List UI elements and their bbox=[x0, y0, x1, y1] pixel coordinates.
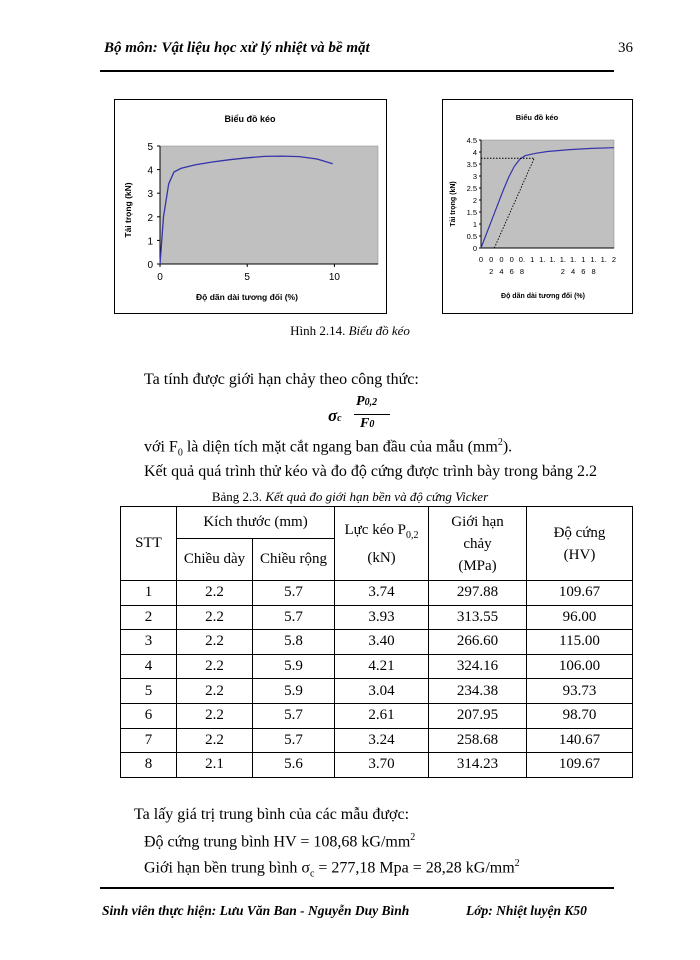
x-tick-label: 0 bbox=[509, 255, 514, 264]
results-table-body bbox=[121, 581, 633, 778]
x-tick-label: 10 bbox=[328, 272, 340, 283]
table-cell: 5.8 bbox=[253, 630, 335, 655]
table-cell: 5.7 bbox=[253, 703, 335, 728]
header-title: Bộ môn: Vật liệu học xử lý nhiệt và bề mặt bbox=[104, 40, 370, 56]
summary-intro: Ta lấy giá trị trung bình của các mẫu được: bbox=[134, 806, 410, 823]
x-tick-label: 2 bbox=[489, 267, 494, 276]
x-tick-label: 8 bbox=[591, 267, 596, 276]
table-row bbox=[121, 728, 633, 753]
header-width: Chiều rộng bbox=[253, 539, 335, 581]
paragraph-3: Kết quả quá trình thử kéo và đo độ cứng được trình bày trong bảng 2.2 bbox=[144, 463, 598, 480]
header-rule bbox=[100, 70, 614, 72]
y-axis-label: Tải trọng (kN) bbox=[450, 181, 457, 227]
x-tick-label: 4 bbox=[499, 267, 504, 276]
y-tick-label: 2.5 bbox=[466, 184, 477, 193]
table-cell: 6 bbox=[121, 703, 177, 728]
x-axis-label: Độ dãn dài tương đối (%) bbox=[196, 292, 298, 302]
plot-area bbox=[481, 140, 614, 248]
x-tick-label: 1 bbox=[581, 255, 586, 264]
plot-area bbox=[160, 146, 378, 264]
header-stt: STT bbox=[121, 507, 177, 581]
table-cell: 2.1 bbox=[177, 753, 253, 778]
table-cell: 266.60 bbox=[429, 630, 527, 655]
table-cell: 297.88 bbox=[429, 581, 527, 606]
x-tick-label: 6 bbox=[509, 267, 514, 276]
table-cell: 258.68 bbox=[429, 728, 527, 753]
x-tick-label: 6 bbox=[581, 267, 586, 276]
table-cell: 3.04 bbox=[335, 679, 429, 704]
y-tick-label: 4 bbox=[147, 165, 153, 177]
table-row bbox=[121, 605, 633, 630]
header-hardness: Độ cứng (HV) bbox=[527, 507, 633, 581]
table-cell: 2.2 bbox=[177, 605, 253, 630]
y-tick-label: 2 bbox=[472, 196, 477, 205]
y-tick-label: 4 bbox=[472, 148, 477, 157]
y-tick-label: 2 bbox=[147, 212, 153, 224]
chart-2 bbox=[442, 99, 633, 314]
chart-1 bbox=[114, 99, 387, 314]
chart-2-svg bbox=[443, 100, 632, 313]
table-cell: 3.74 bbox=[335, 581, 429, 606]
y-tick-label: 3 bbox=[147, 189, 153, 201]
formula-fraction-bar bbox=[354, 414, 390, 415]
formula-sigma: σc bbox=[328, 406, 342, 425]
x-tick-label: 1. bbox=[569, 255, 577, 264]
table-cell: 106.00 bbox=[527, 654, 633, 679]
table-caption bbox=[0, 489, 700, 505]
summary-hardness: Độ cứng trung bình HV = 108,68 $kG/mm^2$ bbox=[144, 832, 416, 851]
table-cell: 109.67 bbox=[527, 581, 633, 606]
figure-caption bbox=[0, 323, 700, 339]
table-cell: 3.24 bbox=[335, 728, 429, 753]
results-table bbox=[120, 506, 633, 778]
x-tick-label: 5 bbox=[244, 272, 250, 283]
x-tick-label: 0 bbox=[478, 255, 484, 264]
table-cell: 4 bbox=[121, 654, 177, 679]
table-caption-label: Bảng 2.3. bbox=[211, 489, 263, 504]
table-cell: 2 bbox=[121, 605, 177, 630]
table-row bbox=[121, 654, 633, 679]
table-cell: 98.70 bbox=[527, 703, 633, 728]
footer-authors: Sinh viên thực hiện: Lưu Văn Ban - Nguyễn Duy Bình bbox=[102, 903, 410, 918]
x-tick-label: 8 bbox=[519, 267, 525, 276]
footer-rule bbox=[100, 887, 614, 889]
footer-class: Lớp: Nhiệt luyện K50 bbox=[466, 903, 587, 918]
table-cell: 2.61 bbox=[335, 703, 429, 728]
table-cell: 234.38 bbox=[429, 679, 527, 704]
x-tick-label: 1. bbox=[559, 255, 566, 264]
header-yield: Giới hạn chảy (MPa) bbox=[429, 507, 527, 581]
table-cell: 2.2 bbox=[177, 703, 253, 728]
y-tick-label: 0.5 bbox=[466, 232, 477, 241]
x-tick-label: 2 bbox=[560, 267, 565, 276]
y-tick-label: 4.5 bbox=[466, 136, 477, 145]
table-cell: 3.93 bbox=[335, 605, 429, 630]
x-tick-label: 1. bbox=[549, 255, 556, 264]
table-cell: 93.73 bbox=[527, 679, 633, 704]
table-row bbox=[121, 753, 633, 778]
table-row bbox=[121, 630, 633, 655]
table-cell: 7 bbox=[121, 728, 177, 753]
x-tick-label: 2 bbox=[611, 255, 617, 264]
table-cell: 2.2 bbox=[177, 630, 253, 655]
yield-formula bbox=[328, 394, 418, 438]
table-row bbox=[121, 703, 633, 728]
x-tick-label: 0 bbox=[157, 272, 163, 283]
table-cell: 8 bbox=[121, 753, 177, 778]
table-cell: 324.16 bbox=[429, 654, 527, 679]
x-tick-label: 1. bbox=[539, 255, 546, 264]
table-cell: 5.7 bbox=[253, 581, 335, 606]
table-cell: 2.2 bbox=[177, 581, 253, 606]
page-number: 36 bbox=[618, 40, 633, 56]
table-cell: 2.2 bbox=[177, 654, 253, 679]
table-cell: 2.2 bbox=[177, 728, 253, 753]
x-tick-label: 0 bbox=[489, 255, 494, 264]
table-cell: 3.40 bbox=[335, 630, 429, 655]
x-tick-label: 4 bbox=[570, 267, 576, 276]
x-tick-label: 0. bbox=[518, 255, 526, 264]
x-tick-label: 1. bbox=[600, 255, 607, 264]
y-tick-label: 1 bbox=[472, 220, 477, 229]
x-axis-label: Độ dãn dài tương đối (%) bbox=[501, 293, 585, 300]
figure-caption-title: Biểu đồ kéo bbox=[348, 323, 410, 338]
table-cell: 5 bbox=[121, 679, 177, 704]
table-cell: 2.2 bbox=[177, 679, 253, 704]
table-cell: 3 bbox=[121, 630, 177, 655]
table-cell: 1 bbox=[121, 581, 177, 606]
table-cell: 109.67 bbox=[527, 753, 633, 778]
paragraph-1: Ta tính được giới hạn chảy theo công thức: bbox=[144, 371, 419, 388]
y-tick-label: 3.5 bbox=[466, 160, 477, 169]
table-cell: 314.23 bbox=[429, 753, 527, 778]
table-cell: 313.55 bbox=[429, 605, 527, 630]
table-cell: 96.00 bbox=[527, 605, 633, 630]
y-tick-label: 1 bbox=[147, 236, 153, 248]
chart-title: Biểu đồ kéo bbox=[224, 114, 276, 124]
table-cell: 5.9 bbox=[253, 679, 335, 704]
y-tick-label: 0 bbox=[147, 260, 153, 271]
chart-title: Biểu đồ kéo bbox=[515, 113, 559, 122]
table-cell: 5.9 bbox=[253, 654, 335, 679]
table-cell: 5.7 bbox=[253, 728, 335, 753]
table-cell: 5.7 bbox=[253, 605, 335, 630]
formula-denominator: F0 bbox=[360, 416, 375, 431]
table-cell: 207.95 bbox=[429, 703, 527, 728]
y-tick-label: 3 bbox=[472, 172, 477, 181]
chart-1-svg bbox=[115, 100, 386, 313]
header-force: Lực kéo $P_{0,2}$ (kN) bbox=[335, 507, 429, 581]
x-tick-label: 0 bbox=[499, 255, 504, 264]
table-row bbox=[121, 679, 633, 704]
table-row bbox=[121, 581, 633, 606]
table-caption-title: Kết quả đo giới hạn bền và độ cứng Vicker bbox=[265, 489, 489, 504]
x-tick-label: 1 bbox=[530, 255, 535, 264]
table-cell: 4.21 bbox=[335, 654, 429, 679]
table-cell: 115.00 bbox=[527, 630, 633, 655]
y-tick-label: 1.5 bbox=[466, 208, 477, 217]
figure-caption-label: Hình 2.14. bbox=[290, 323, 346, 338]
formula-numerator: P0,2 bbox=[356, 394, 378, 409]
paragraph-2: với $F_0$ là diện tích mặt cắt ngang ban đầu của mẫu $(mm^2)$. bbox=[144, 437, 513, 459]
header-size: Kích thước (mm) bbox=[177, 507, 335, 539]
x-tick-label: 1. bbox=[590, 255, 597, 264]
y-axis-label: Tải trọng (kN) bbox=[123, 182, 133, 238]
summary-strength: Giới hạn bền trung bình $\sigma_c = 277,18$ Mpa = 28,28 $kG/mm^2$ bbox=[144, 858, 520, 880]
table-cell: 140.67 bbox=[527, 728, 633, 753]
y-tick-label: 5 bbox=[147, 142, 153, 153]
table-cell: 3.70 bbox=[335, 753, 429, 778]
y-tick-label: 0 bbox=[472, 244, 477, 253]
table-cell: 5.6 bbox=[253, 753, 335, 778]
header-thickness: Chiều dày bbox=[177, 539, 253, 581]
